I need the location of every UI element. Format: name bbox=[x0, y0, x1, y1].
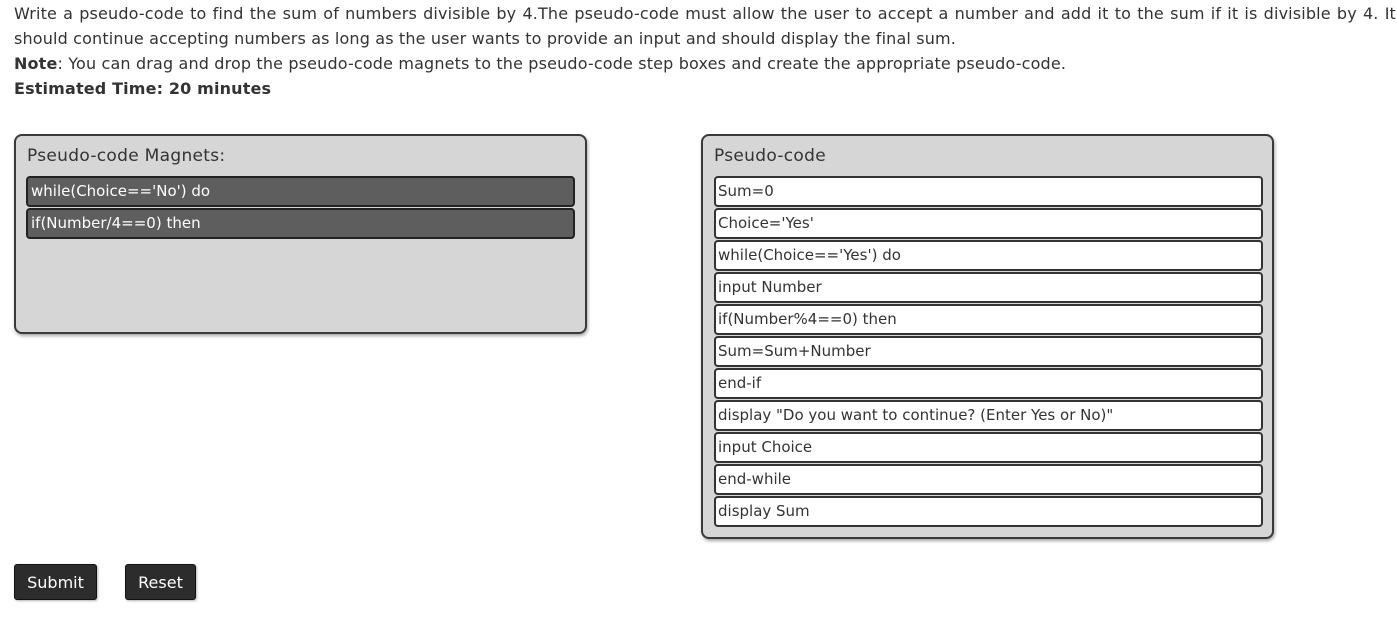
question-text: Write a pseudo-code to find the sum of numbers divisible by 4.The pseudo-code must allow the user to accept a number and add it to the sum if it is divisible by 4. It should continue accepting numbers as long as the user wants to provide an input and should display the final sum. bbox=[14, 4, 1396, 48]
pseudo-code-step[interactable]: Sum=0 bbox=[714, 176, 1263, 207]
pseudo-code-step[interactable]: input Number bbox=[714, 272, 1263, 303]
pseudo-code-panel-title: Pseudo-code bbox=[714, 146, 826, 166]
estimated-time: Estimated Time: 20 minutes bbox=[14, 79, 272, 98]
note-label: Note bbox=[14, 54, 58, 73]
note-text: : You can drag and drop the pseudo-code magnets to the pseudo-code step boxes and create the appropriate pseudo-code. bbox=[57, 54, 1067, 73]
pseudo-code-panel bbox=[701, 134, 1274, 539]
submit-button[interactable]: Submit bbox=[14, 564, 97, 600]
pseudo-code-step[interactable]: while(Choice=='Yes') do bbox=[714, 240, 1263, 271]
pseudo-code-step[interactable]: end-while bbox=[714, 464, 1263, 495]
pseudo-code-step[interactable]: display Sum bbox=[714, 496, 1263, 527]
note-line bbox=[14, 51, 1396, 76]
instructions bbox=[14, 1, 1396, 101]
reset-button[interactable]: Reset bbox=[125, 564, 196, 600]
pseudo-code-step[interactable]: if(Number%4==0) then bbox=[714, 304, 1263, 335]
pseudo-code-step[interactable]: end-if bbox=[714, 368, 1263, 399]
pseudo-code-step[interactable]: Choice='Yes' bbox=[714, 208, 1263, 239]
magnet-item[interactable]: while(Choice=='No') do bbox=[26, 176, 575, 207]
magnets-panel-title: Pseudo-code Magnets: bbox=[27, 146, 226, 166]
pseudo-code-step[interactable]: Sum=Sum+Number bbox=[714, 336, 1263, 367]
magnet-item[interactable]: if(Number/4==0) then bbox=[26, 208, 575, 239]
pseudo-code-step[interactable]: display "Do you want to continue? (Enter Yes or No)" bbox=[714, 400, 1263, 431]
pseudo-code-step[interactable]: input Choice bbox=[714, 432, 1263, 463]
magnets-panel bbox=[14, 134, 587, 334]
